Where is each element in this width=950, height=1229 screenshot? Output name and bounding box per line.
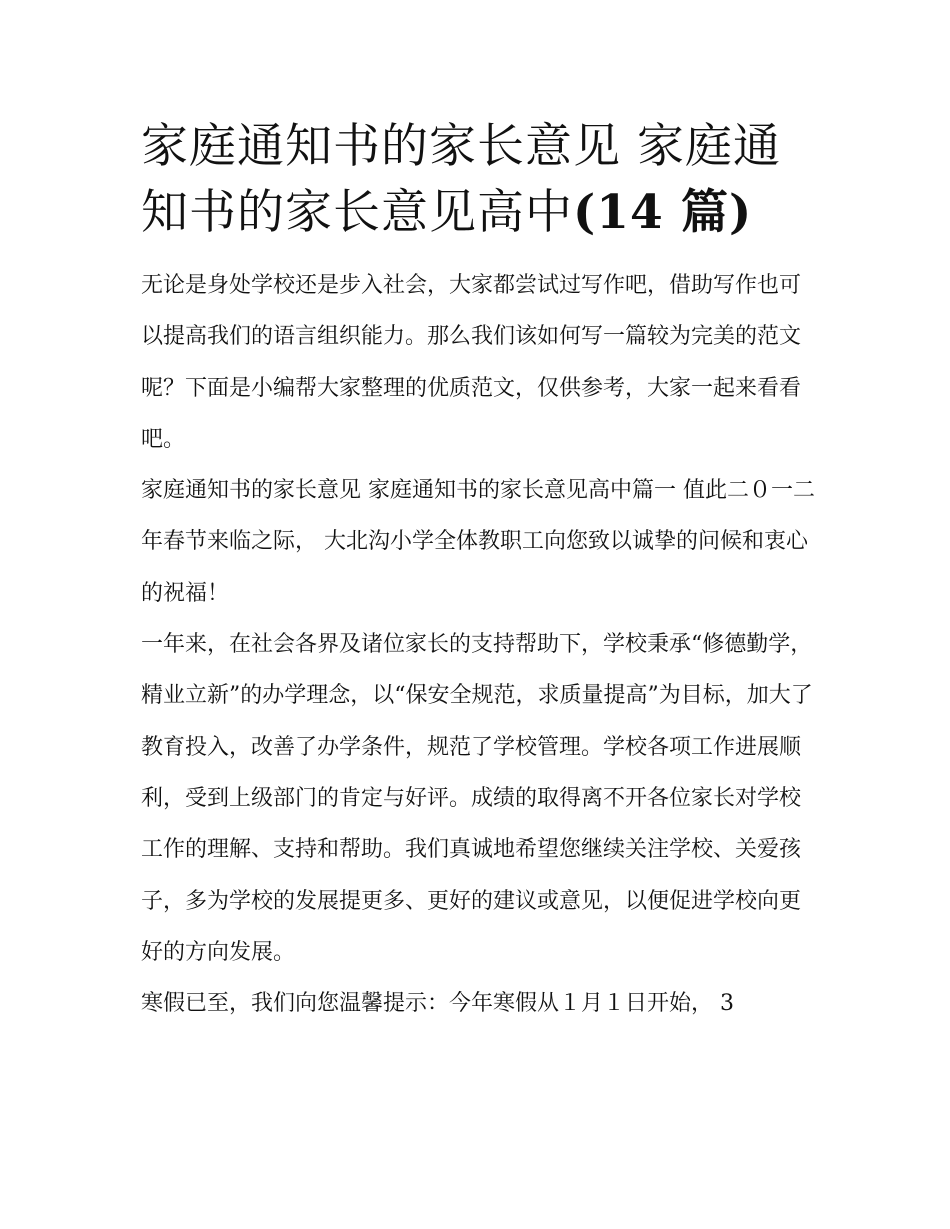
title-count: (14 篇) (573, 185, 753, 240)
document-body (141, 114, 821, 1029)
title-text: 家庭通知书的家长意见 家庭通知书的家长意见高中 (141, 119, 781, 240)
document-title (141, 114, 821, 246)
paragraph-winter-break: 寒假已至，我们向您温馨提示：今年寒假从１月１日开始， 3 (141, 991, 734, 1017)
paragraph-greeting: 家庭通知书的家长意见 家庭通知书的家长意见高中篇一 值此二０一二年春节来临之际， 大北沟小学全体教职工向您致以诚挚的问候和衷心的祝福！ (141, 478, 815, 606)
paragraph-summary: 一年来，在社会各界及诸位家长的支持帮助下，学校秉承“修德勤学，精业立新”的办学理念，以“保安全规范，求质量提高”为目标，加大了教育投入，改善了办学条件，规范了学校管理。学校各项工作进展顺利，受到上级部门的肯定与好评。成绩的取得离不开各位家长对学校工作的理解、支持和帮助。我们真诚地希望您继续关注学校、关爱孩子，多为学校的发展提更多、更好的建议或意见，以便促进学校向更好的方向发展。 (141, 632, 813, 965)
paragraph-intro: 无论是身处学校还是步入社会，大家都尝试过写作吧，借助写作也可以提高我们的语言组织能力。那么我们该如何写一篇较为完美的范文呢？下面是小编帮大家整理的优质范文，仅供参考，大家一起来看看吧。 (141, 273, 802, 452)
